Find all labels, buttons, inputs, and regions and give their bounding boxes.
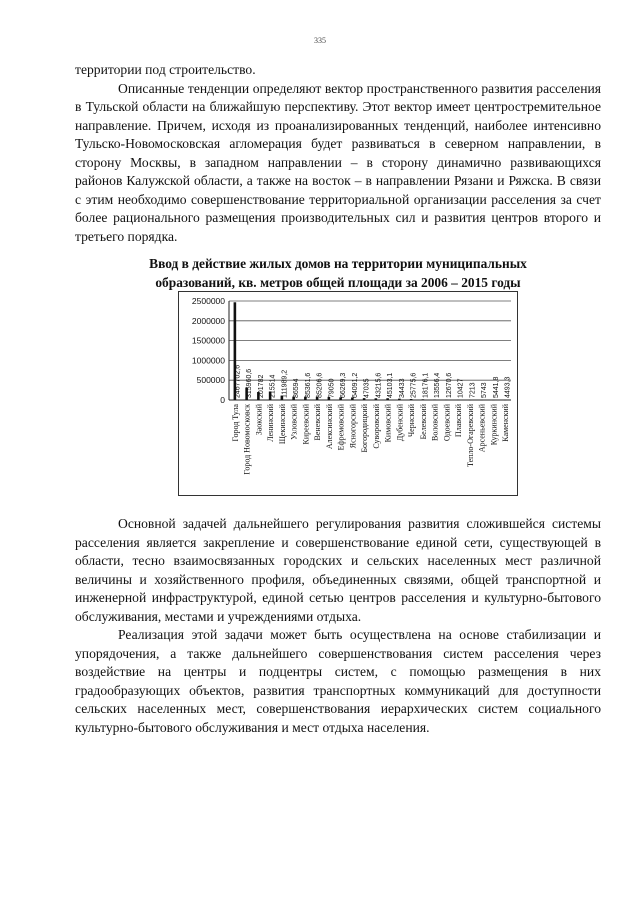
- x-tick-label: Воловский: [430, 404, 440, 441]
- top-text-block: [75, 61, 601, 246]
- x-tick-label: Куркинский: [489, 404, 499, 446]
- data-label: 2467702,6: [234, 364, 242, 398]
- data-label: 4493,3: [504, 376, 512, 398]
- x-tick-label: Белевский: [418, 404, 428, 440]
- x-tick-label: Суворовский: [371, 404, 381, 449]
- data-label: 215514: [269, 374, 277, 398]
- data-label: 64091,2: [351, 372, 359, 398]
- data-label: 25775,6: [410, 372, 418, 398]
- data-label: 315960,6: [246, 368, 254, 398]
- y-tick-label: 2500000: [191, 296, 225, 306]
- page-number: 335: [314, 36, 326, 45]
- bar: [410, 399, 413, 400]
- x-tick-label: Алексинский: [324, 404, 334, 450]
- data-label: 43215,6: [375, 372, 383, 398]
- data-label: 7213: [469, 382, 477, 398]
- data-label: 12670,6: [445, 372, 453, 398]
- data-label: 34433: [398, 378, 406, 398]
- data-label: 111989,2: [281, 369, 289, 398]
- y-tick-label: 0: [220, 395, 225, 405]
- paragraph: Реализация этой задачи может быть осуществлена на основе стабилизации и упорядочения, а также дальнейшего совершенствования систем расселения через воздействие на центры и подцентры систем, с помощью размещения в них градообразующих объектов, развития транспортных коммуникаций для доступности сельских населенных мест, совершенствования иерархических систем социального культурно-бытового обслуживания и мест отдыха населения.: [75, 627, 601, 735]
- data-label: 85361,6: [304, 372, 312, 398]
- y-tick-label: 1500000: [191, 335, 225, 346]
- paragraph: территории под строительство.: [75, 62, 256, 77]
- x-tick-label: Заокский: [254, 404, 264, 436]
- paragraph: Описанные тенденции определяют вектор пространственного развития расселения в Тульской области на ближайшую перспективу. Этот вектор имеет центростремительное направление. Причем, исходя из проанализированных тенденций, наиболее интенсивно Тульско-Новомосковская агломерация будет развиваться в северном направлении, в сторону Москвы, в западном направлении – в сторону динамично развивающихся районов Калужской области, а также на восток – в направлении Рязани и Ряжска. В связи с этим необходимо совершенствование территориальной организации расселения за счет более рационального размещения производительных сил и развития центров второго и третьего порядка.: [75, 80, 601, 244]
- x-tick-label: Ефремовский: [336, 404, 346, 451]
- x-tick-label: Каменский: [501, 404, 511, 442]
- x-tick-label: Ленинский: [266, 404, 276, 442]
- data-label: 13556,4: [434, 372, 442, 398]
- data-label: 45103,1: [387, 372, 395, 398]
- x-tick-label: Тепло-Огаревский: [465, 404, 475, 467]
- data-label: 10427: [457, 378, 465, 398]
- y-tick-label: 500000: [196, 375, 225, 386]
- data-label: 85206,6: [316, 372, 324, 398]
- bar-chart-svg: [179, 292, 517, 495]
- bar-chart: [178, 291, 518, 496]
- x-tick-label: Плавский: [454, 404, 464, 438]
- chart-title-line: Ввод в действие жилых домов на территории муниципальных: [149, 256, 527, 271]
- bar: [469, 400, 472, 401]
- x-tick-label: Ясногорский: [348, 404, 358, 449]
- bar: [445, 399, 448, 400]
- data-label: 18176,1: [422, 372, 430, 398]
- bottom-text-block: [75, 515, 601, 737]
- x-tick-label: Дубенский: [395, 404, 405, 442]
- x-tick-label: Веневский: [313, 404, 323, 441]
- chart-title: [75, 254, 601, 292]
- data-label: 86594: [293, 378, 301, 398]
- data-label: 66269,3: [340, 372, 348, 398]
- chart-title-line: образований, кв. метров общей площади за 2006 – 2015 годы: [155, 275, 521, 290]
- data-label: 79050: [328, 378, 336, 398]
- data-label: 47035: [363, 378, 371, 398]
- x-tick-label: Богородицкий: [360, 404, 370, 453]
- bar: [492, 400, 495, 401]
- x-tick-label: Город Тула: [230, 404, 240, 442]
- x-tick-label: Узловский: [289, 404, 299, 440]
- x-tick-label: Арсеньевский: [477, 404, 487, 453]
- paragraph: Основной задачей дальнейшего регулирования развития сложившейся системы расселения является закрепление и совершенствование единой сети, существующей в области, тесно взаимосвязанных городских и сельских населенных мест различной величины и хозяйственного профиля, объединенных связями, общей транспортной и инженерной инфраструктурой, единой сетью центров расселения и культурно-бытового обслуживания, местами и учреждениями отдыха.: [75, 516, 601, 624]
- x-tick-label: Город Новомосковск: [242, 404, 252, 475]
- data-label: 5743: [481, 382, 489, 398]
- bar: [457, 400, 460, 401]
- x-tick-label: Чернский: [407, 404, 417, 438]
- data-label: 5441,8: [492, 376, 500, 398]
- data-label: 201782: [257, 374, 265, 398]
- x-tick-label: Киреевский: [301, 404, 311, 445]
- bar: [433, 399, 436, 400]
- x-tick-label: Кимовский: [383, 404, 393, 443]
- x-tick-label: Одоевский: [442, 404, 452, 442]
- y-tick-label: 1000000: [191, 355, 225, 366]
- y-tick-label: 2000000: [191, 315, 225, 326]
- x-tick-label: Щекинский: [277, 404, 287, 445]
- bar: [504, 400, 507, 401]
- bar: [480, 400, 483, 401]
- bar: [422, 399, 425, 400]
